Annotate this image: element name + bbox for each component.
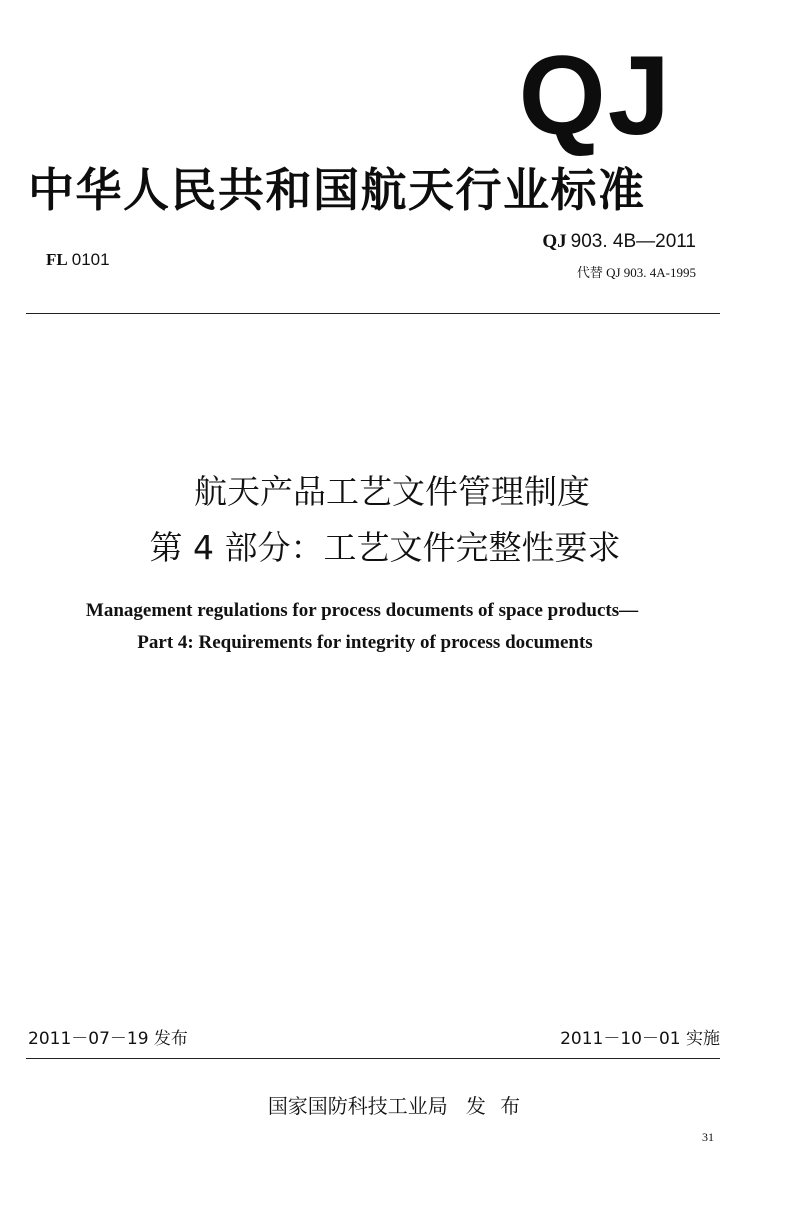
standard-number	[542, 230, 696, 253]
replaces-note: 代替 QJ 903. 4A-1995	[576, 265, 696, 280]
fl-number: 0101	[71, 250, 110, 269]
standard-number-value: 903. 4B—2011	[570, 231, 696, 252]
page-number: 31	[702, 1130, 714, 1144]
fl-classification-code	[46, 250, 110, 270]
standard-category-title: 中华人民共和国航天行业标准	[28, 163, 646, 217]
qj-logo: QJ	[518, 33, 672, 158]
publisher-suffix: 发 布	[465, 1094, 525, 1118]
publisher-name: 国家国防科技工业局	[267, 1094, 448, 1118]
fl-prefix: FL	[46, 250, 68, 269]
footer-divider	[26, 1058, 720, 1059]
effective-date: 2011－10－01 实施	[560, 1029, 720, 1049]
english-title-line-2: Part 4: Requirements for integrity of process documents	[137, 632, 593, 653]
publisher	[0, 1090, 800, 1119]
standard-prefix: QJ	[542, 231, 567, 252]
header-divider	[26, 313, 720, 314]
chinese-title-line-1: 航天产品工艺文件管理制度	[194, 472, 590, 511]
chinese-title-line-2: 第 4 部分：工艺文件完整性要求	[149, 528, 621, 567]
issue-date: 2011－07－19 发布	[28, 1029, 188, 1049]
english-title-line-1: Management regulations for process documents of space products—	[85, 600, 639, 621]
